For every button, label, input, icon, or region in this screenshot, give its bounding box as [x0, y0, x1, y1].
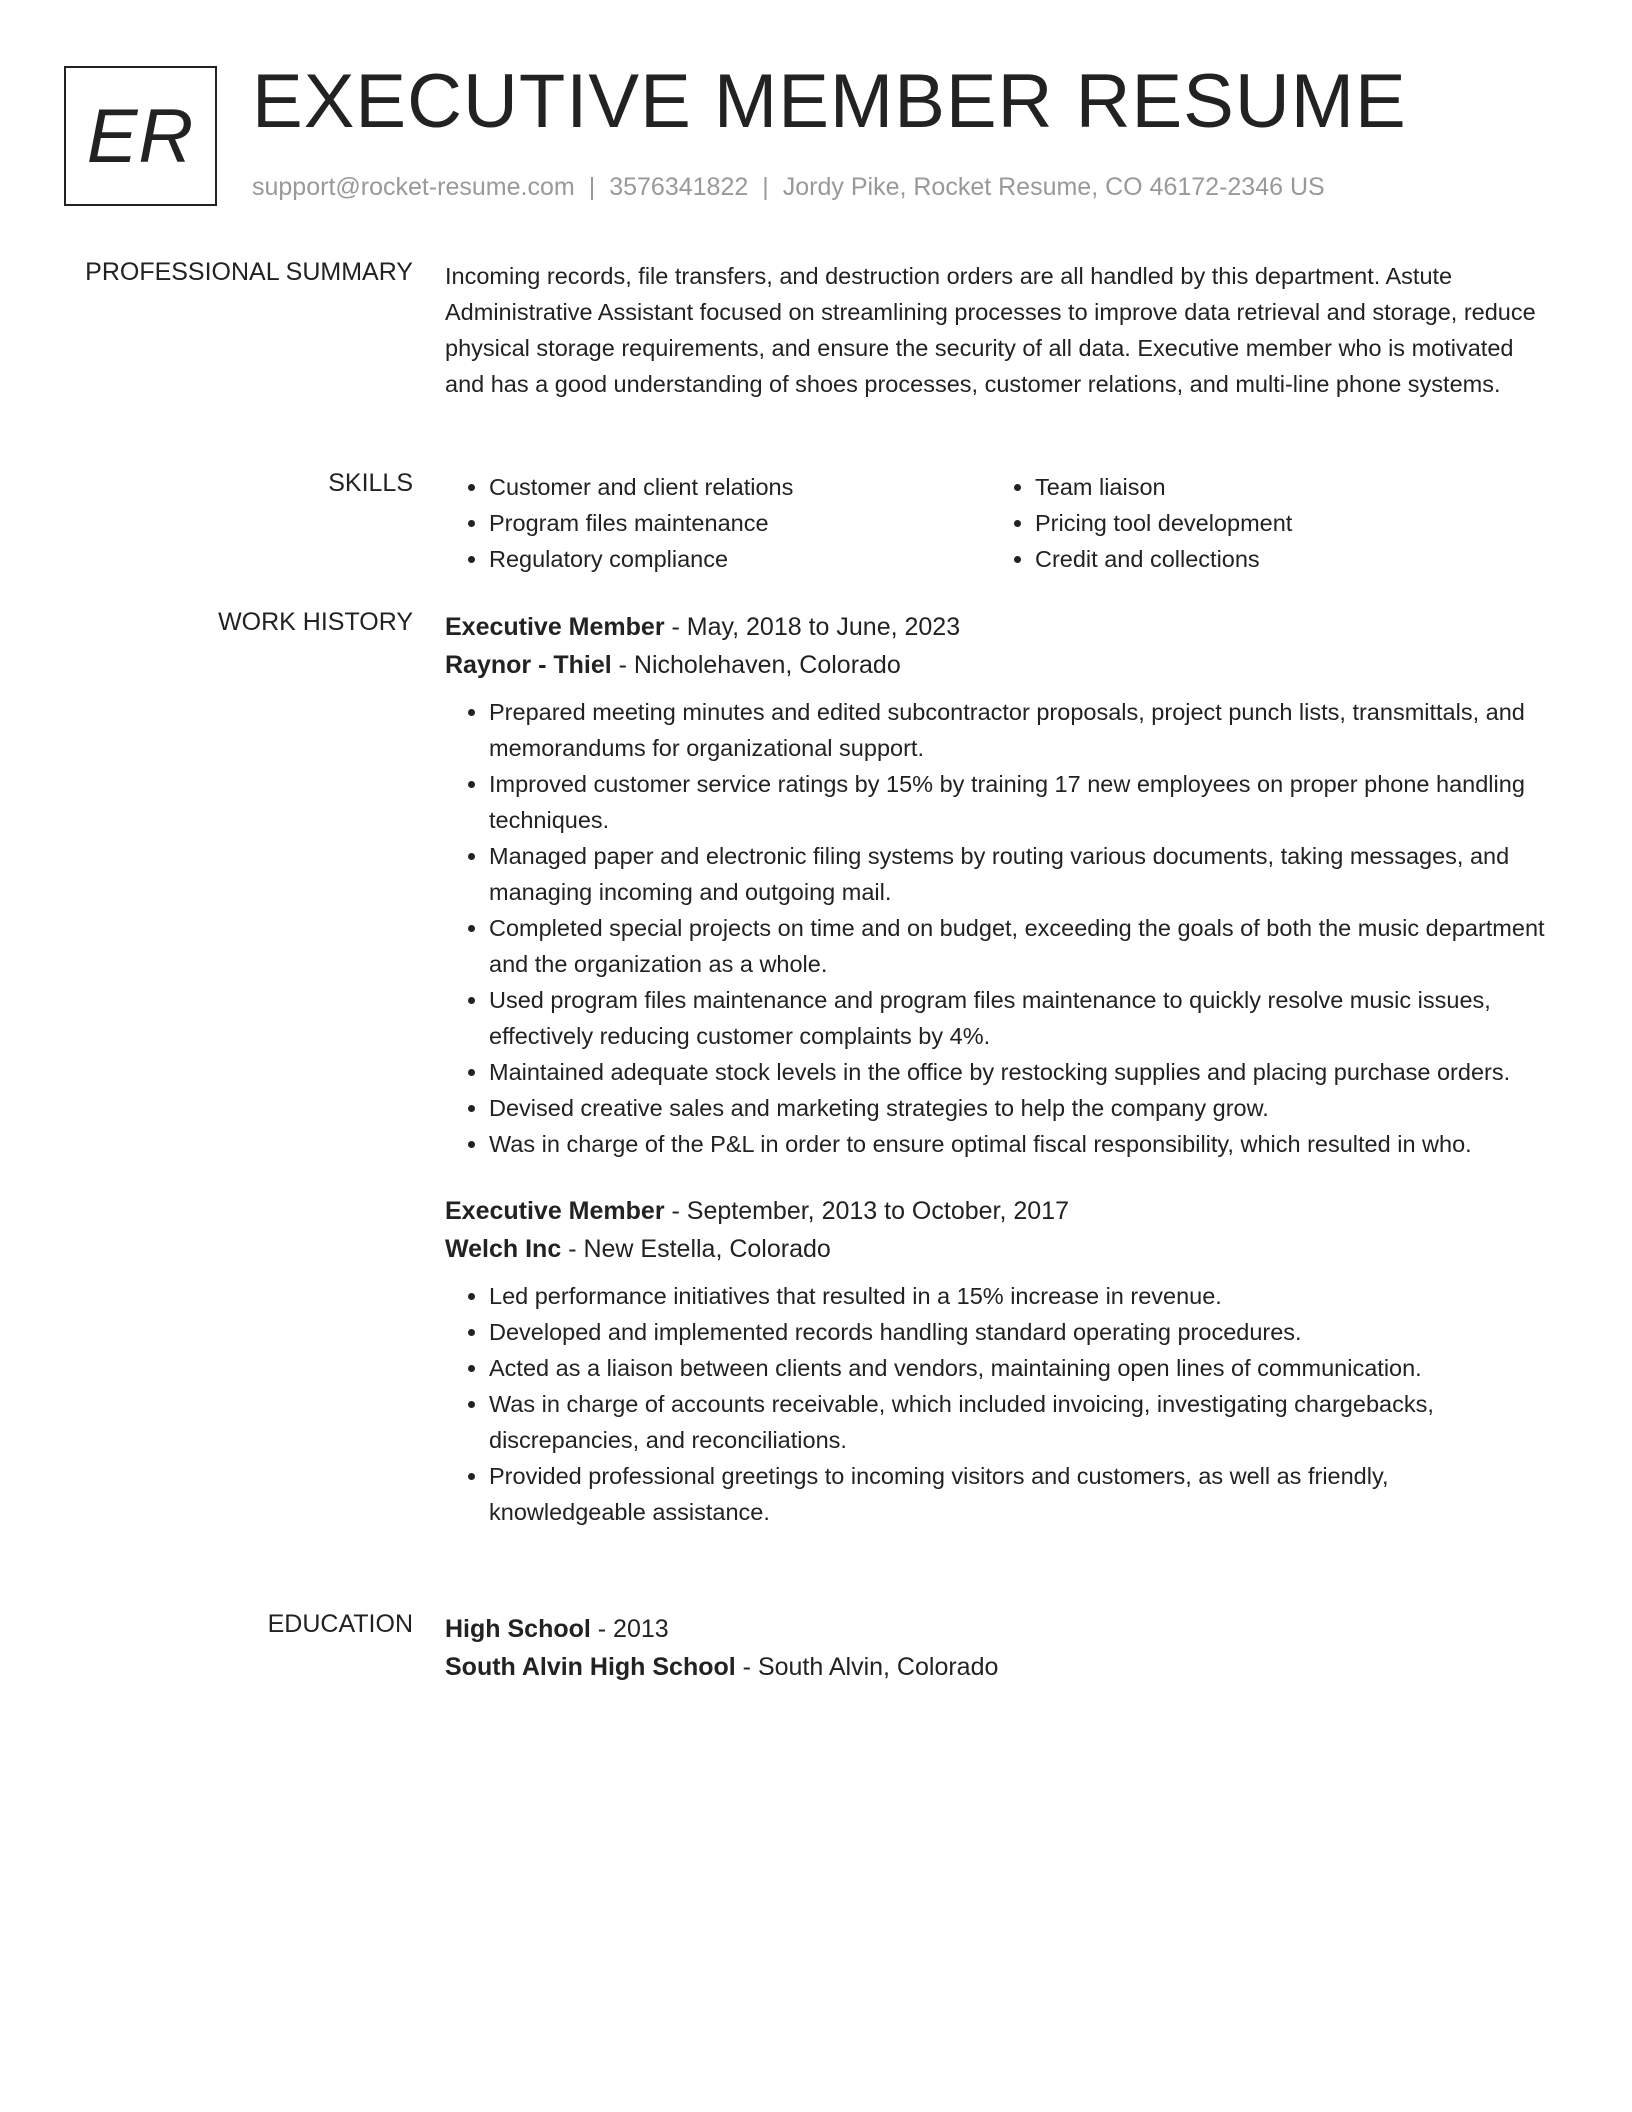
skill-item: • Pricing tool development — [1035, 505, 1537, 541]
job-bullets — [445, 1278, 1545, 1530]
job-location: - New Estella, Colorado — [561, 1235, 831, 1263]
job-bullet: • Completed special projects on time and on budget, exceeding the goals of both the music department and the organization as a whole. — [489, 910, 1545, 982]
skill-item: • Credit and collections — [1035, 541, 1537, 577]
job-location: - Nicholehaven, Colorado — [611, 651, 901, 679]
work-history-body — [445, 608, 1545, 1530]
job-dates: - May, 2018 to June, 2023 — [664, 613, 961, 641]
skill-item: • Team liaison — [1035, 469, 1537, 505]
skill-item: • Regulatory compliance — [489, 541, 991, 577]
job-bullet: • Used program files maintenance and program files maintenance to quickly resolve music issues, effectively reducing customer complaints by 4%. — [489, 982, 1545, 1054]
education-degree: High School — [445, 1615, 591, 1643]
job-title: Executive Member — [445, 1197, 665, 1225]
work-history-heading: WORK HISTORY — [218, 608, 413, 636]
job-bullet: • Was in charge of accounts receivable, which included invoicing, investigating chargebacks, discrepancies, and reconciliations. — [489, 1386, 1545, 1458]
skills-list-right — [991, 469, 1537, 577]
job-bullet: • Managed paper and electronic filing systems by routing various documents, taking messages, and managing incoming and outgoing mail. — [489, 838, 1545, 910]
contact-separator: | — [588, 173, 596, 201]
skill-item: • Program files maintenance — [489, 505, 991, 541]
job-title: Executive Member — [445, 613, 665, 641]
education-school-line — [445, 1648, 1545, 1686]
education-heading: EDUCATION — [267, 1610, 413, 1638]
education-school: South Alvin High School — [445, 1653, 736, 1681]
summary-text: Incoming records, file transfers, and destruction orders are all handled by this department. Astute Administrative Assistant focused on streamlining processes to improve data retrieval and storage, reduce physical storage requirements, and ensure the security of all data. Executive member who is motivated and has a good understanding of shoes processes, customer relations, and multi-line phone systems. — [445, 263, 1536, 397]
skills-grid — [445, 469, 1545, 577]
job-bullet: • Prepared meeting minutes and edited subcontractor proposals, project punch lists, transmittals, and memorandums for organizational support. — [489, 694, 1545, 766]
contact-phone: 3576341822 — [609, 173, 749, 201]
job-entry — [445, 608, 1545, 1162]
job-bullets — [445, 694, 1545, 1162]
monogram-badge — [64, 66, 217, 206]
skills-list-left — [445, 469, 991, 577]
job-entry — [445, 1192, 1545, 1530]
job-bullet: • Acted as a liaison between clients and vendors, maintaining open lines of communication. — [489, 1350, 1545, 1386]
job-dates: - September, 2013 to October, 2017 — [664, 1197, 1069, 1225]
job-bullet: • Devised creative sales and marketing strategies to help the company grow. — [489, 1090, 1545, 1126]
job-bullet: • Led performance initiatives that resulted in a 15% increase in revenue. — [489, 1278, 1545, 1314]
resume-title: EXECUTIVE MEMBER RESUME — [252, 59, 1407, 144]
education-degree-line — [445, 1610, 1545, 1648]
job-bullet: • Developed and implemented records handling standard operating procedures. — [489, 1314, 1545, 1350]
education-year: - 2013 — [590, 1615, 669, 1643]
job-bullet: • Maintained adequate stock levels in the office by restocking supplies and placing purchase orders. — [489, 1054, 1545, 1090]
summary-heading: PROFESSIONAL SUMMARY — [85, 258, 413, 286]
job-company-line — [445, 646, 1545, 684]
summary-body — [445, 258, 1545, 402]
job-bullet: • Provided professional greetings to incoming visitors and customers, as well as friendly, knowledgeable assistance. — [489, 1458, 1545, 1530]
education-body — [445, 1610, 1545, 1696]
contact-email: support@rocket-resume.com — [252, 173, 575, 201]
skills-heading: SKILLS — [328, 469, 413, 497]
job-company: Raynor - Thiel — [445, 651, 612, 679]
contact-line — [252, 173, 1325, 202]
job-company: Welch Inc — [445, 1235, 562, 1263]
skill-item: • Customer and client relations — [489, 469, 991, 505]
contact-address: Jordy Pike, Rocket Resume, CO 46172-2346 US — [782, 173, 1325, 201]
job-bullet: • Was in charge of the P&L in order to ensure optimal fiscal responsibility, which resulted in who. — [489, 1126, 1545, 1162]
contact-separator: | — [762, 173, 769, 201]
job-title-line — [445, 608, 1545, 646]
skills-body — [445, 469, 1545, 577]
job-title-line — [445, 1192, 1545, 1230]
job-bullet: • Improved customer service ratings by 15% by training 17 new employees on proper phone handling techniques. — [489, 766, 1545, 838]
education-location: - South Alvin, Colorado — [735, 1653, 999, 1681]
monogram-initials: ER — [86, 93, 195, 179]
job-company-line — [445, 1230, 1545, 1268]
